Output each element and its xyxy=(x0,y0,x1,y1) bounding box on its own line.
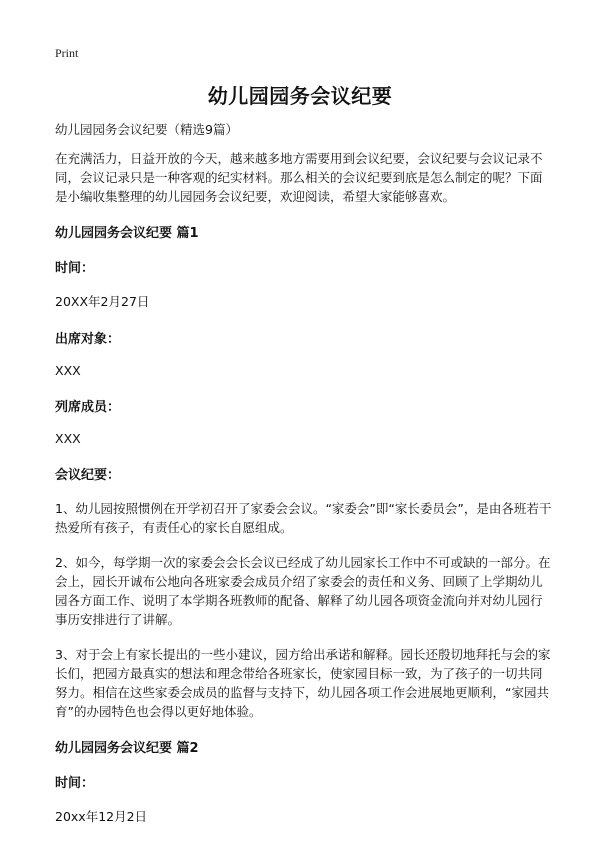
intro-paragraph: 在充满活力，日益开放的今天，越来越多地方需要用到会议纪要，会议纪要与会议记录不同，会议记录只是一种客观的纪实材料。那么相关的会议纪要到底是怎么制定的呢？下面是小编收集整理的幼儿园园务会议纪要，欢迎阅读，希望大家能够喜欢。 xyxy=(55,151,543,204)
print-link[interactable]: Print xyxy=(55,46,79,60)
section-heading-2: 幼儿园园务会议纪要 篇2 xyxy=(55,741,199,756)
attendees-value: XXX xyxy=(55,363,81,378)
section-heading-1: 幼儿园园务会议纪要 篇1 xyxy=(55,226,199,241)
time-value-2: 20xx年12月2日 xyxy=(55,809,148,824)
attendees-label: 出席对象： xyxy=(55,332,121,347)
page-title: 幼儿园园务会议纪要 xyxy=(207,84,393,108)
time-label-1: 时间： xyxy=(55,261,95,276)
document-subtitle: 幼儿园园务会议纪要（精选9篇） xyxy=(55,122,238,137)
minutes-paragraph-3: 3、对于会上有家长提出的一些小建议，园方给出承诺和解释。园长还殷切地拜托与会的家长们，把园方最真实的想法和理念带给各班家长，使家园目标一致，为了孩子的一切共同努力。相信在这些家委会成员的监督与支持下，幼儿园各项工作会进展地更顺利，“家园共育”的办园特色也会得以更好地体验。 xyxy=(55,647,551,719)
minutes-paragraph-2: 2、如今，每学期一次的家委会会长会议已经成了幼儿园家长工作中不可或缺的一部分。在会上，园长开诚布公地向各班家委会成员介绍了家委会的责任和义务、回顾了上学期幼儿园各方面工作、说明了本学期各班教师的配备、解释了幼儿园各项资金流向并对幼儿园行事历安排进行了讲解。 xyxy=(55,555,551,627)
minutes-paragraph-1: 1、幼儿园按照惯例在开学初召开了家委会会议。“家委会”即“家长委员会”，是由各班若干热爱所有孩子，有责任心的家长自愿组成。 xyxy=(55,501,552,535)
document-body xyxy=(55,120,553,843)
observers-label: 列席成员： xyxy=(55,400,121,415)
time-label-2: 时间： xyxy=(55,776,95,791)
minutes-label: 会议纪要： xyxy=(55,468,121,483)
observers-value: XXX xyxy=(55,431,81,446)
time-value-1: 20XX年2月27日 xyxy=(55,294,150,309)
